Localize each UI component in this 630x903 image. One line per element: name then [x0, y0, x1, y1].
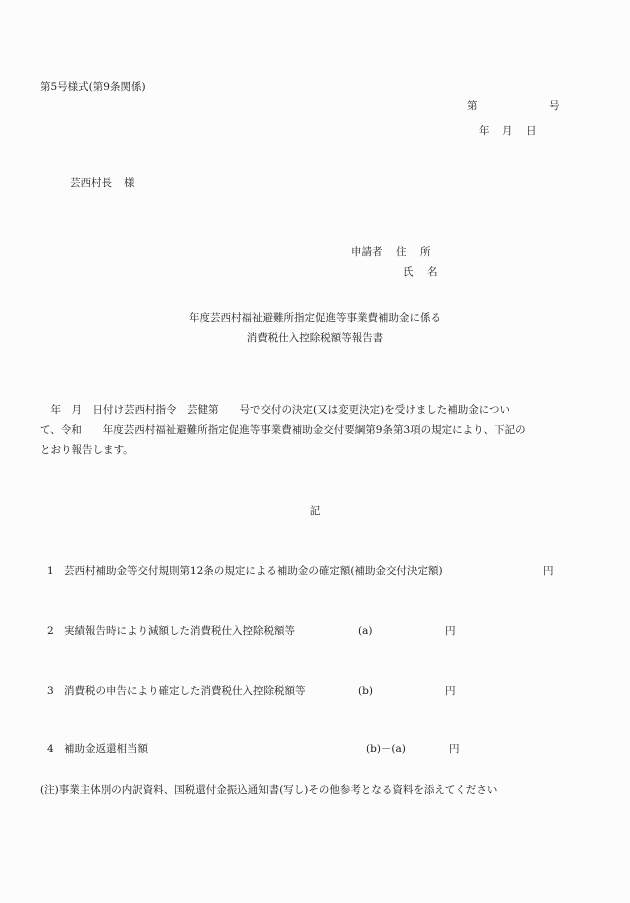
addressee-name: 芸西村長	[70, 177, 112, 189]
address-label-char-2: 所	[420, 246, 431, 258]
item-number: 3	[47, 685, 54, 697]
body-line: とおり報告します。	[40, 444, 134, 456]
form-number: 第5号様式(第9条関係)	[40, 81, 146, 93]
name-label-char-2: 名	[427, 266, 438, 278]
item-unit: 円	[449, 743, 460, 755]
document-number-suffix: 号	[549, 100, 560, 112]
item-unit: 円	[543, 565, 554, 577]
applicant-label: 申請者	[351, 246, 383, 258]
address-label-char-1: 住	[396, 246, 407, 258]
date-month-label: 月	[502, 125, 513, 137]
item-unit: 円	[445, 625, 456, 637]
attachment-note: (注)事業主体別の内訳資料、国税還付金振込通知書(写し)その他参考となる資料を添えてください	[40, 784, 498, 796]
item-mark: (a)	[358, 625, 373, 637]
item-number: 4	[47, 743, 54, 755]
document-number-prefix: 第	[467, 100, 478, 112]
name-label-char-1: 氏	[403, 266, 414, 278]
body-paragraph	[40, 405, 595, 465]
item-number: 1	[47, 565, 54, 577]
item-text: 芸西村補助金等交付規則第12条の規定による補助金の確定額(補助金交付決定額)	[64, 565, 443, 577]
document-title-line-1: 年度芸西村福祉避難所指定促進等事業費補助金に係る	[189, 312, 441, 324]
ki-heading: 記	[309, 505, 321, 517]
item-mark: (b)－(a)	[366, 743, 406, 755]
item-text: 補助金返還相当額	[64, 743, 148, 755]
date-year-label: 年	[479, 125, 490, 137]
document-title-line-2: 消費税仕入控除税額等報告書	[246, 332, 384, 344]
addressee-honorific: 様	[124, 177, 135, 189]
item-number: 2	[47, 625, 54, 637]
item-text: 消費税の申告により確定した消費税仕入控除税額等	[64, 685, 306, 697]
item-unit: 円	[445, 685, 456, 697]
item-mark: (b)	[358, 685, 373, 697]
body-line: 年 月 日付け芸西村指令 芸健第 号で交付の決定(又は変更決定)を受けました補助金につい	[40, 404, 510, 416]
date-day-label: 日	[526, 125, 537, 137]
body-line: て、令和 年度芸西村福祉避難所指定促進等事業費補助金交付要綱第9条第3項の規定により、下記の	[40, 424, 526, 436]
item-text: 実績報告時により減額した消費税仕入控除税額等	[64, 625, 295, 637]
